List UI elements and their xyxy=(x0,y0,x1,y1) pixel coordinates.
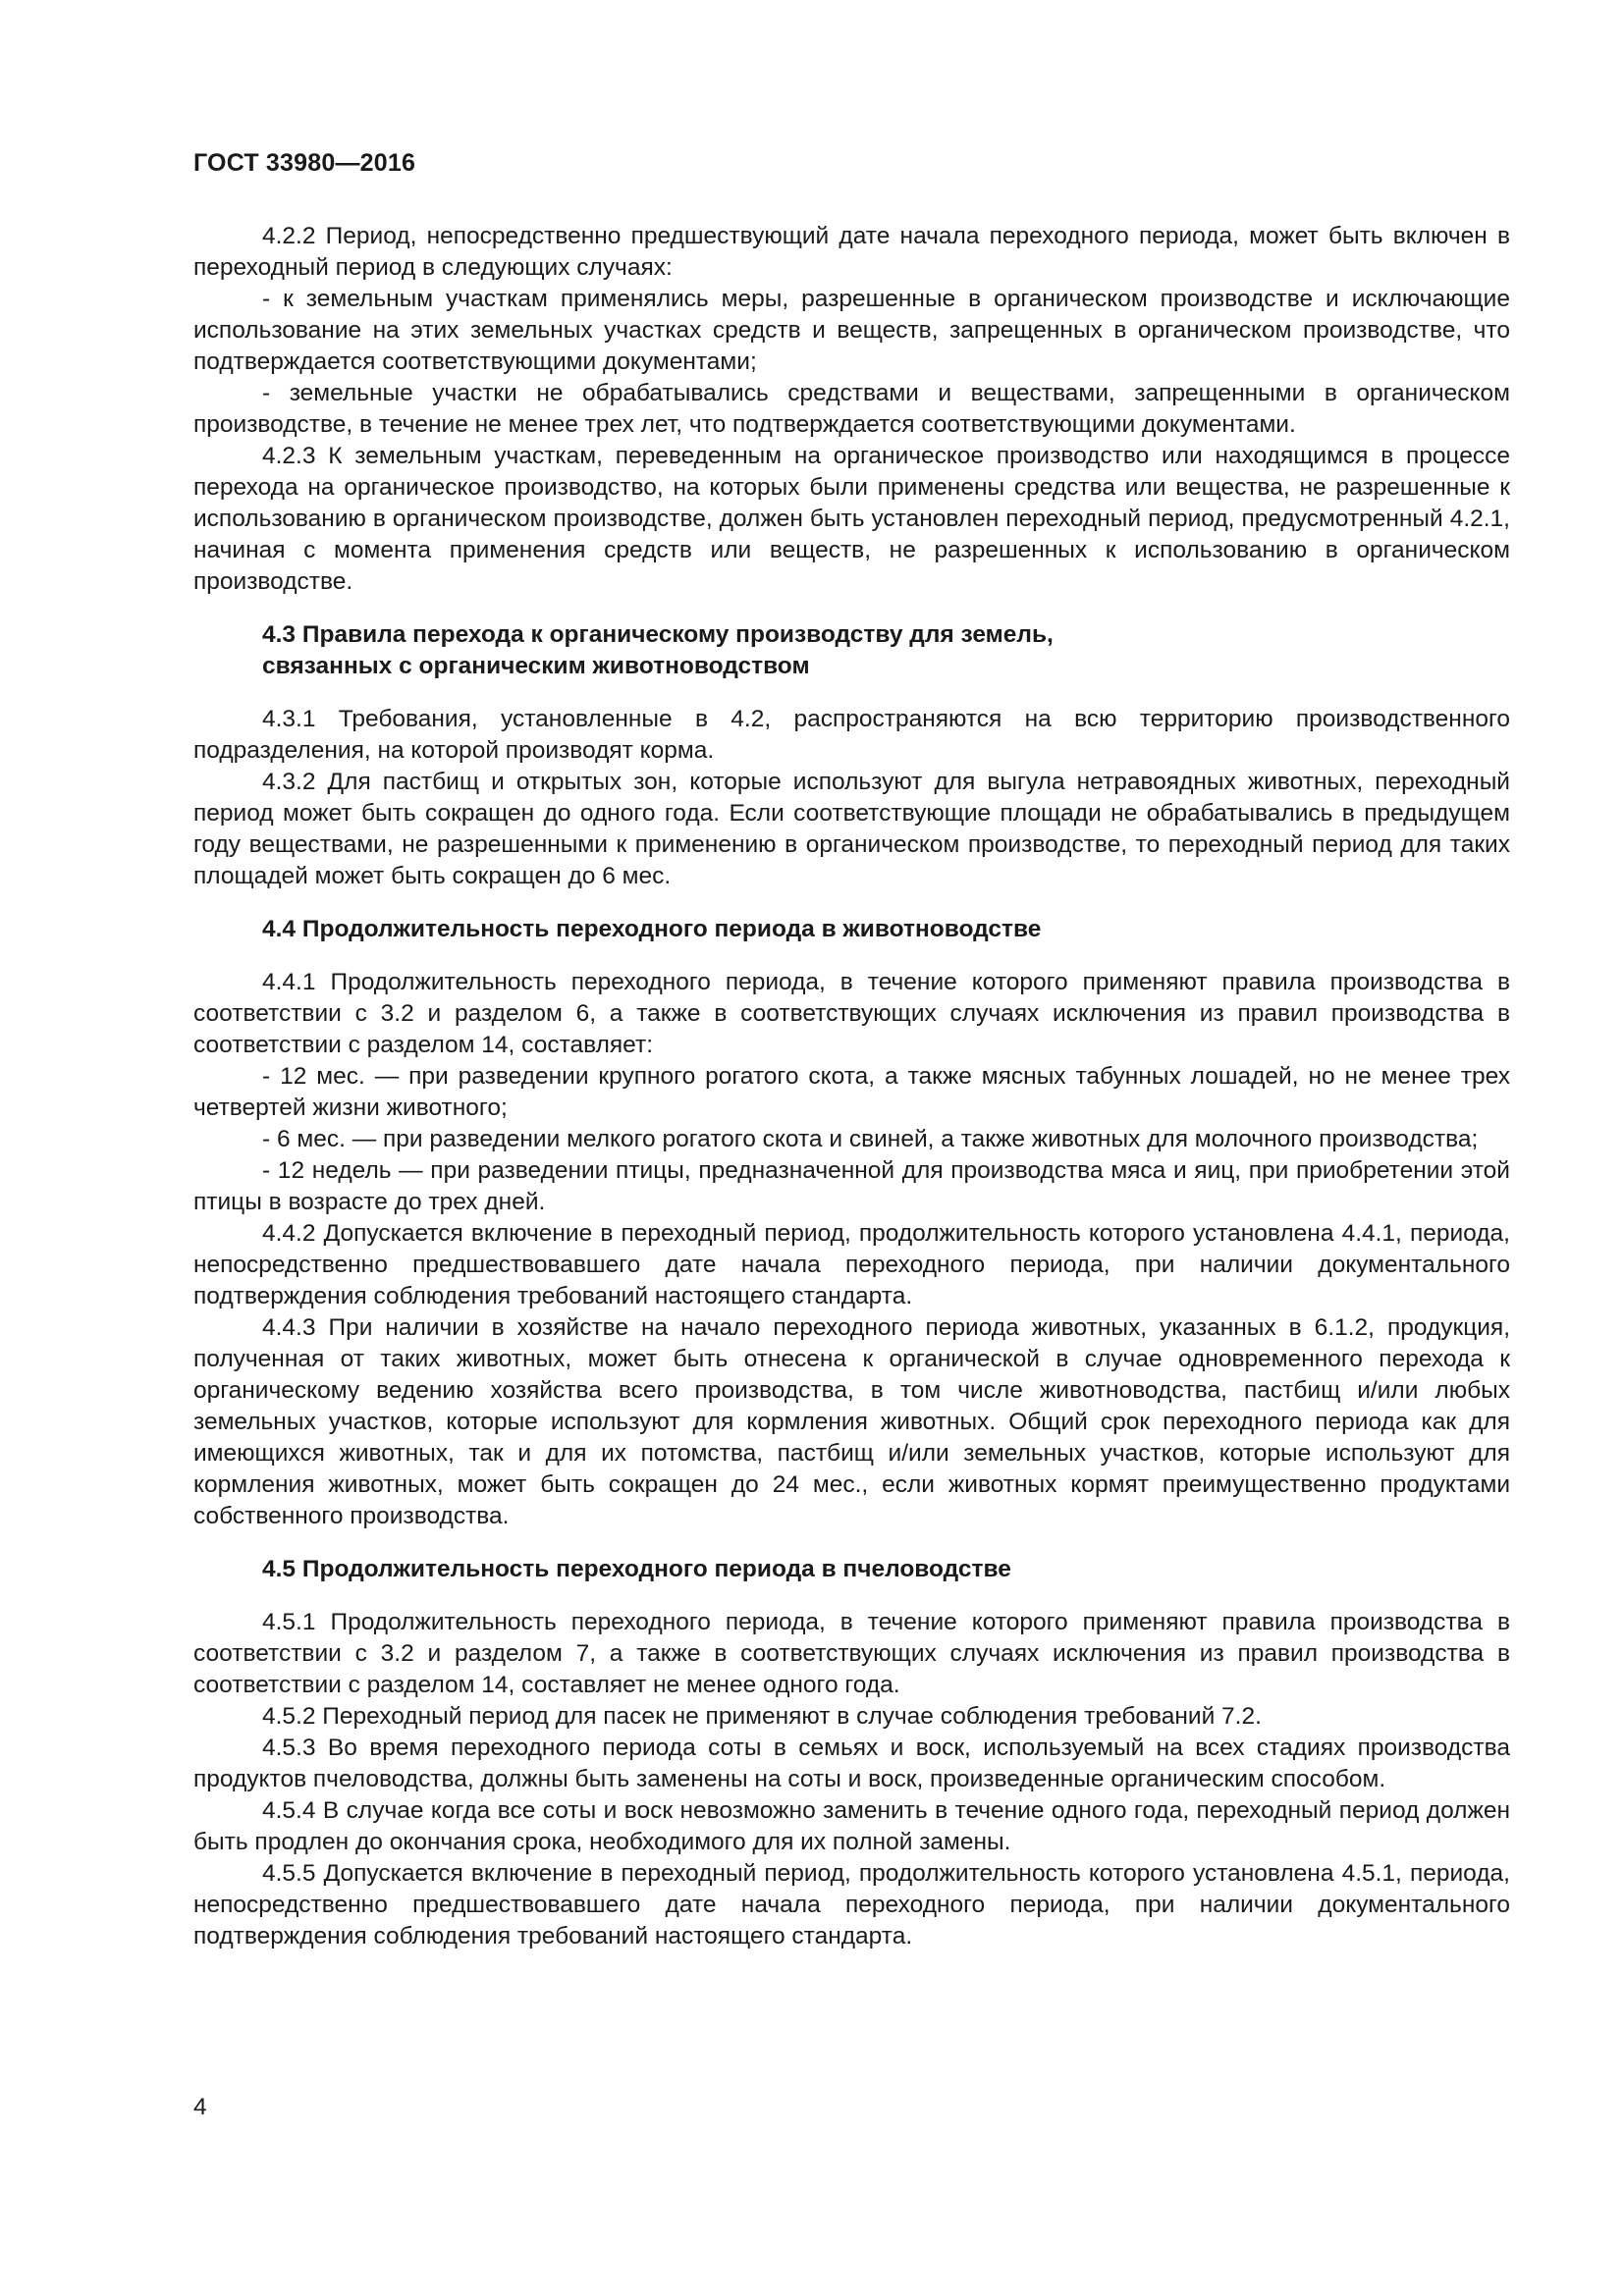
section-heading-4-3 xyxy=(193,619,1510,682)
paragraph-4-2-2: 4.2.2 Период, непосредственно предшествующий дате начала переходного периода, может быть включен в переходный период в следующих случаях: xyxy=(193,223,1510,281)
section-heading-4-3-line1: 4.3 Правила перехода к органическому производству для земель, xyxy=(262,621,1054,648)
list-item-4-4-1-a: - 12 мес. — при разведении крупного рогатого скота, а также мясных табунных лошадей, но не менее трех четвертей жизни животного; xyxy=(193,1063,1510,1121)
section-heading-4-3-line2: связанных с органическим животноводством xyxy=(262,653,810,679)
list-item-4-2-2-a: - к земельным участкам применялись меры, разрешенные в органическом производстве и исключающие использование на этих земельных участках средств и веществ, запрещенных в органическом производстве, что подтверждается соответствующими документами; xyxy=(193,286,1510,375)
list-item-4-2-2-b: - земельные участки не обрабатывались средствами и веществами, запрещенными в органическом производстве, в течение не менее трех лет, что подтверждается соответствующими документами. xyxy=(193,380,1510,438)
paragraph-4-2-3: 4.2.3 К земельным участкам, переведенным на органическое производство или находящимся в процессе перехода на органическое производство, на которых были применены средства или вещества, не разрешенные к использованию в органическом производстве, должен быть установлен переходный период, предусмотренный 4.2.1, начиная с момента применения средств или веществ, не разрешенных к использованию в органическом производстве. xyxy=(193,443,1510,595)
paragraph-4-4-3: 4.4.3 При наличии в хозяйстве на начало переходного периода животных, указанных в 6.1.2, продукция, полученная от таких животных, может быть отнесена к органической в случае одновременного перехода к органическому ведению хозяйства всего производства, в том числе животноводства, пастбищ и/или любых земельных участков, которые используют для кормления животных. Общий срок переходного периода как для имеющихся животных, так и для их потомства, пастбищ и/или земельных участков, которые используют для кормления животных, может быть сокращен до 24 мес., если животных кормят преимущественно продуктами собственного производства. xyxy=(193,1314,1510,1529)
paragraph-4-5-2: 4.5.2 Переходный период для пасек не применяют в случае соблюдения требований 7.2. xyxy=(262,1703,1262,1730)
paragraph-4-4-2: 4.4.2 Допускается включение в переходный период, продолжительность которого установлена 4.4.1, периода, непосредственно предшествовавшего дате начала переходного периода, при наличии документального подтверждения соблюдения требований настоящего стандарта. xyxy=(193,1220,1510,1309)
paragraph-4-5-5: 4.5.5 Допускается включение в переходный период, продолжительность которого установлена 4.5.1, периода, непосредственно предшествовавшего дате начала переходного периода, при наличии документального подтверждения соблюдения требований настоящего стандарта. xyxy=(193,1860,1510,1949)
paragraph-4-5-4: 4.5.4 В случае когда все соты и воск невозможно заменить в течение одного года, переходный период должен быть продлен до окончания срока, необходимого для их полной замены. xyxy=(193,1797,1510,1855)
document-body xyxy=(193,221,1510,1952)
list-item-4-4-1-b: - 6 мес. — при разведении мелкого рогатого скота и свиней, а также животных для молочного производства; xyxy=(262,1126,1479,1152)
section-heading-4-5: 4.5 Продолжительность переходного периода в пчеловодстве xyxy=(262,1556,1011,1582)
paragraph-4-3-1: 4.3.1 Требования, установленные в 4.2, распространяются на всю территорию производственного подразделения, на которой производят корма. xyxy=(193,706,1510,764)
document-code-header: ГОСТ 33980—2016 xyxy=(193,149,416,177)
paragraph-4-5-1: 4.5.1 Продолжительность переходного периода, в течение которого применяют правила производства в соответствии с 3.2 и разделом 7, а также в соответствующих случаях исключения из правил производства в соответствии с разделом 14, составляет не менее одного года. xyxy=(193,1609,1510,1698)
page-number: 4 xyxy=(193,2094,207,2120)
section-heading-4-4: 4.4 Продолжительность переходного периода в животноводстве xyxy=(262,916,1042,942)
list-item-4-4-1-c: - 12 недель — при разведении птицы, предназначенной для производства мяса и яиц, при приобретении этой птицы в возрасте до трех дней. xyxy=(193,1157,1510,1215)
paragraph-4-3-2: 4.3.2 Для пастбищ и открытых зон, которые используют для выгула нетравоядных животных, переходный период может быть сокращен до одного года. Если соответствующие площади не обрабатывались в предыдущем году веществами, не разрешенными к применению в органическом производстве, то переходный период для таких площадей может быть сокращен до 6 мес. xyxy=(193,769,1510,889)
paragraph-4-4-1: 4.4.1 Продолжительность переходного периода, в течение которого применяют правила производства в соответствии с 3.2 и разделом 6, а также в соответствующих случаях исключения из правил производства в соответствии с разделом 14, составляет: xyxy=(193,969,1510,1058)
paragraph-4-5-3: 4.5.3 Во время переходного периода соты в семьях и воск, используемый на всех стадиях производства продуктов пчеловодства, должны быть заменены на соты и воск, произведенные органическим способом. xyxy=(193,1735,1510,1792)
